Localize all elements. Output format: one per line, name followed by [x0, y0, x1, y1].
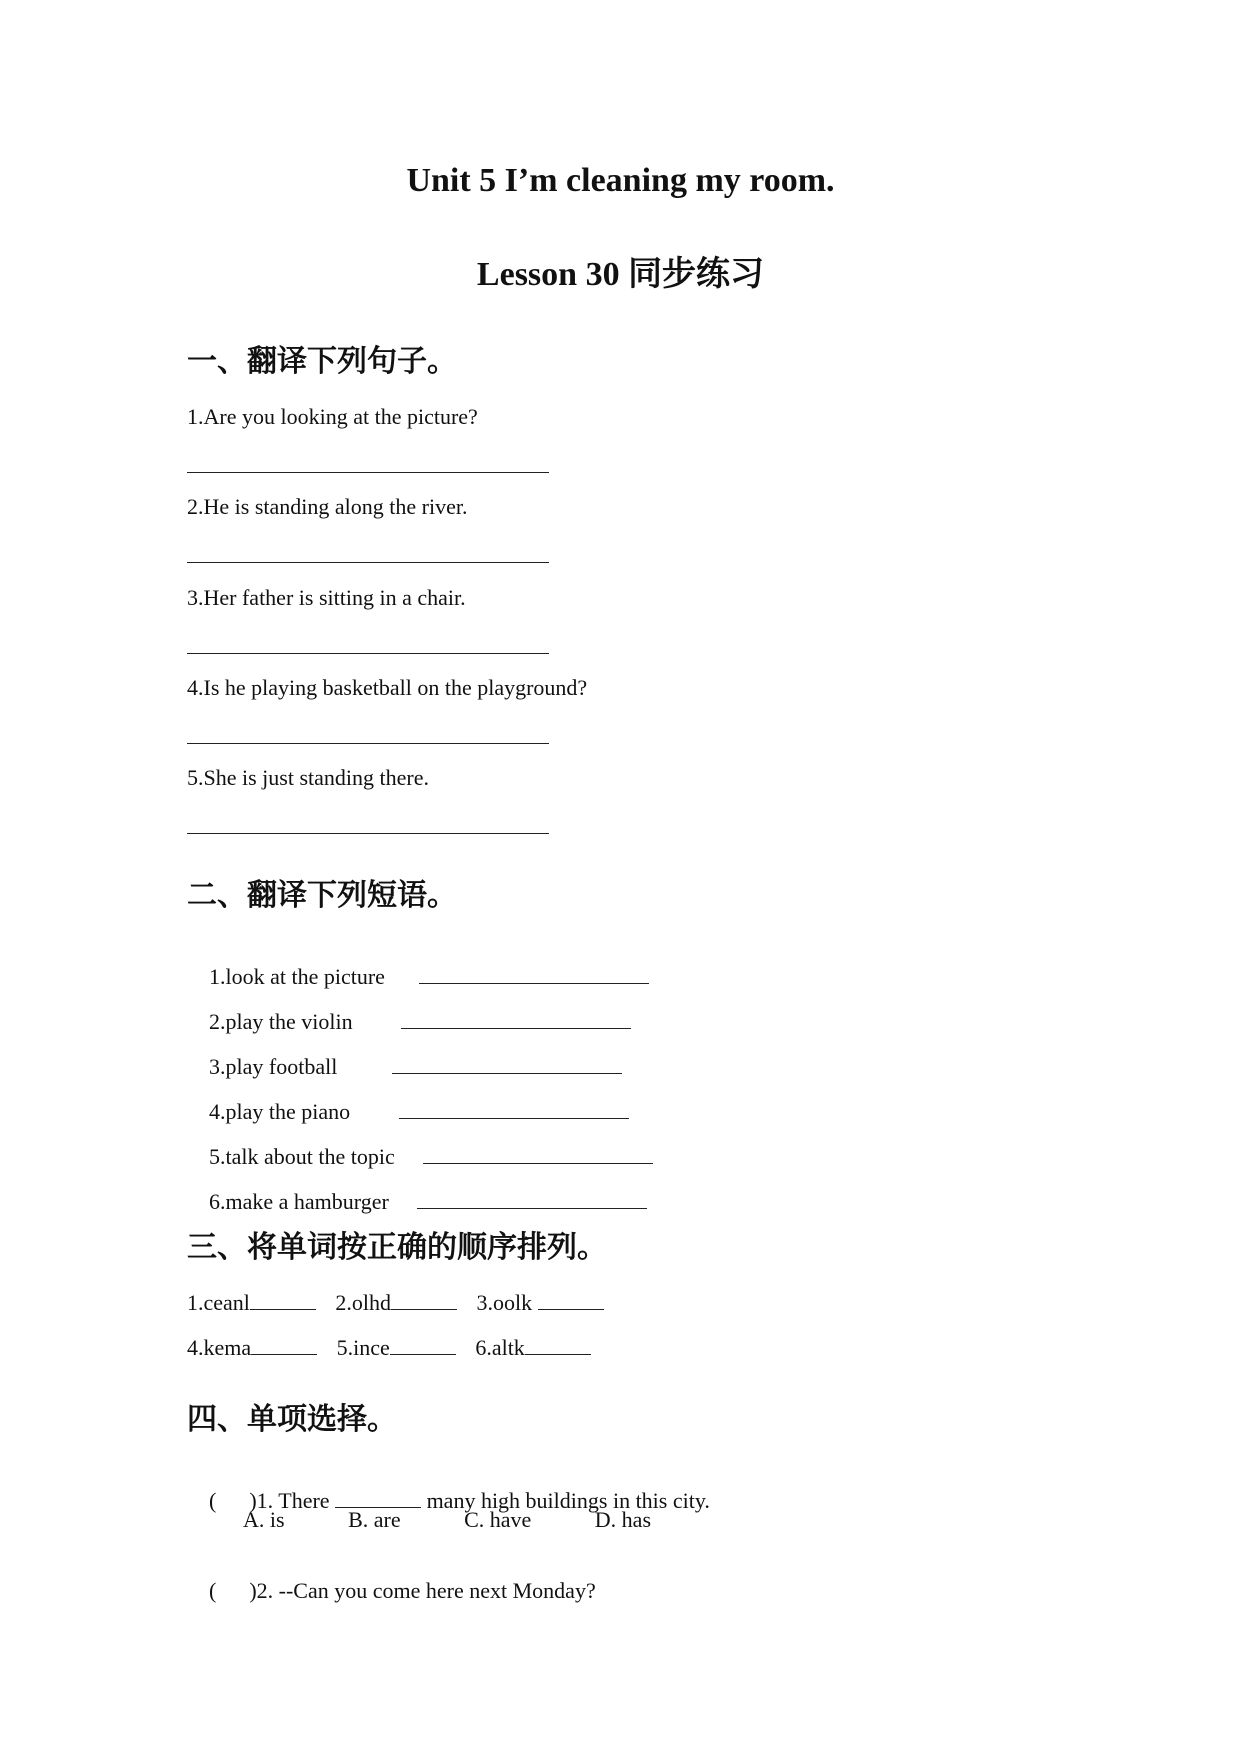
- option-c: C. have: [464, 1507, 532, 1532]
- scramble-answer-blank[interactable]: [525, 1336, 591, 1355]
- scramble-item: [335, 1290, 457, 1316]
- option-d: D. has: [594, 1507, 652, 1532]
- phrase-text: 3.play football: [209, 1054, 338, 1079]
- sentence-item: 2.He is standing along the river.: [187, 494, 468, 519]
- phrase-text: 5.talk about the topic: [209, 1144, 395, 1169]
- phrase-text: 1.look at the picture: [209, 964, 385, 989]
- scramble-word: 1.ceanl: [187, 1290, 250, 1315]
- scramble-answer-blank[interactable]: [538, 1291, 604, 1310]
- phrase-answer-blank[interactable]: [399, 1100, 629, 1119]
- answer-bracket[interactable]: ( ): [209, 1488, 257, 1513]
- section-heading-translate-phrases: 二、翻译下列短语。: [187, 878, 457, 913]
- mc-question-2: [187, 1552, 596, 1630]
- scramble-row: [187, 1335, 605, 1361]
- sentence-item: 4.Is he playing basketball on the playground?: [187, 675, 588, 700]
- scramble-word: 2.olhd: [335, 1290, 392, 1315]
- question-stem: 2. --Can you come here next Monday?: [256, 1578, 596, 1603]
- scramble-item: [477, 1290, 604, 1316]
- answer-line[interactable]: [187, 562, 549, 563]
- question-stem-prefix: 1. There: [256, 1488, 336, 1513]
- phrase-answer-blank[interactable]: [423, 1145, 653, 1164]
- scramble-row: [187, 1290, 618, 1316]
- scramble-item: [337, 1335, 456, 1361]
- option-a: A. is: [243, 1507, 285, 1532]
- answer-line[interactable]: [187, 743, 549, 744]
- section-heading-unscramble-words: 三、将单词按正确的顺序排列。: [187, 1230, 607, 1265]
- scramble-word: 4.kema: [187, 1335, 252, 1360]
- scramble-answer-blank[interactable]: [391, 1291, 457, 1310]
- option-b: B. are: [348, 1507, 401, 1532]
- page-title: Unit 5 I’m cleaning my room.: [406, 162, 835, 199]
- phrase-answer-blank[interactable]: [417, 1190, 647, 1209]
- sentence-item: 5.She is just standing there.: [187, 765, 429, 790]
- answer-line[interactable]: [187, 472, 549, 473]
- answer-line[interactable]: [187, 833, 549, 834]
- page-subtitle: Lesson 30 同步练习: [476, 256, 765, 293]
- phrase-text: 6.make a hamburger: [209, 1189, 389, 1214]
- phrase-answer-blank[interactable]: [392, 1055, 622, 1074]
- question-stem-suffix: many high buildings in this city.: [421, 1488, 710, 1513]
- phrase-answer-blank[interactable]: [419, 965, 649, 984]
- scramble-answer-blank[interactable]: [390, 1336, 456, 1355]
- scramble-item: [475, 1335, 591, 1361]
- answer-bracket[interactable]: ( ): [209, 1578, 257, 1603]
- scramble-answer-blank[interactable]: [250, 1291, 316, 1310]
- phrase-text: 2.play the violin: [209, 1009, 353, 1034]
- scramble-answer-blank[interactable]: [251, 1336, 317, 1355]
- scramble-item: [187, 1335, 317, 1361]
- scramble-word: 6.altk: [475, 1335, 525, 1360]
- scramble-word: 5.ince: [336, 1335, 390, 1360]
- scramble-item: [187, 1290, 316, 1316]
- sentence-item: 3.Her father is sitting in a chair.: [187, 585, 466, 610]
- question-stem-blank: [335, 1489, 421, 1508]
- phrase-text: 4.play the piano: [209, 1099, 351, 1124]
- answer-line[interactable]: [187, 653, 549, 654]
- mc-options-1: [243, 1507, 709, 1533]
- sentence-item: 1.Are you looking at the picture?: [187, 404, 478, 429]
- phrase-answer-blank[interactable]: [401, 1010, 631, 1029]
- section-heading-translate-sentences: 一、翻译下列句子。: [187, 344, 457, 379]
- section-heading-multiple-choice: 四、单项选择。: [187, 1402, 397, 1437]
- scramble-word: 3.oolk: [476, 1290, 538, 1315]
